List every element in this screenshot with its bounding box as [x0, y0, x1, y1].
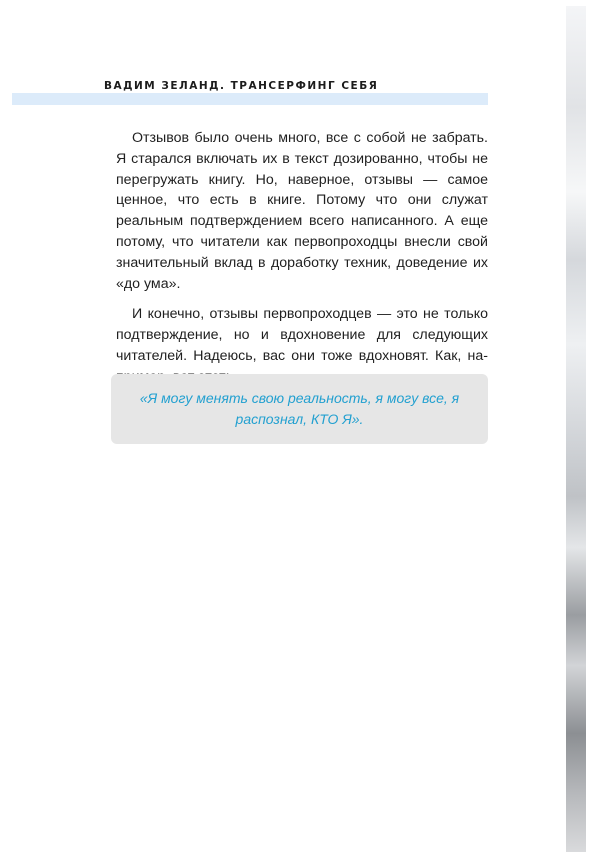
running-head: ВАДИМ ЗЕЛАНД. ТРАНСЕРФИНГ СЕБЯ [104, 80, 379, 92]
paragraph-2: И конечно, отзывы первопроходцев — это не только подтверждение, но и вдохновение для следующих читателей. Надеюсь, вас они тоже вдохновят. Как, на [116, 306, 488, 364]
paragraph-1: Отзывов было очень много, все с собой не забрать. Я старался включать их в текст дозированно, чтобы не перегружать книгу. Но, наверное, отзывы — самое ценное, что есть в книге. Потому что они служат реальным подтверждением всего написанного. А еще потому, что читатели как первопроходцы внесли свой значительный вклад в доработку техник, доведение их «до ума». [116, 130, 488, 292]
page-edge-strip [566, 6, 586, 852]
quote-text: «Я могу менять свою реальность, я могу все, я распознал, КТО Я». [139, 390, 460, 427]
quote-box [111, 374, 488, 444]
body-text [116, 128, 488, 398]
header-band [12, 93, 488, 105]
